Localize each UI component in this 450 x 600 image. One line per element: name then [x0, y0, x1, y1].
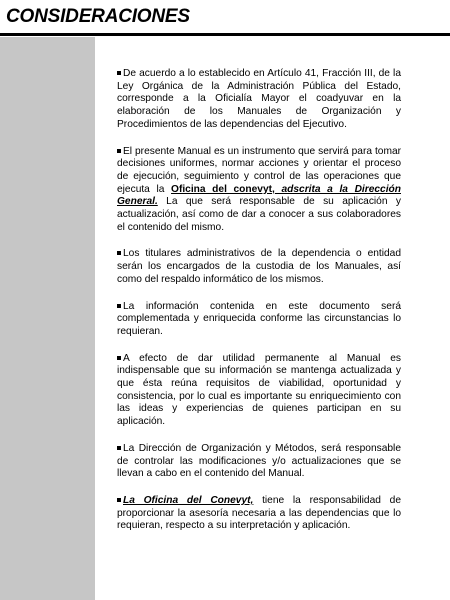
bullet-icon	[117, 251, 121, 255]
considerations-body	[117, 68, 401, 547]
conevyt-office-emphasis: La Oficina del Conevyt,	[123, 494, 254, 506]
paragraph-6	[117, 443, 401, 481]
assignment-emphasis: adscrita a la Dirección General.	[117, 183, 401, 208]
paragraph-5	[117, 353, 401, 429]
bullet-icon	[117, 304, 121, 308]
title-underline-rule	[0, 33, 450, 36]
left-gray-band	[0, 37, 95, 600]
paragraph-2-text-end: La que será responsable de su aplicación y actualización, así como de dar a conocer a sus colaboradores el contenido del mismo.	[117, 196, 401, 233]
bullet-icon	[117, 356, 121, 360]
paragraph-2-text-start: El presente Manual es un instrumento que servirá para tomar decisiones uniformes, normar acciones y orientar el proceso de ejecución, seguimiento y control de las operaciones que ejecuta la	[117, 145, 401, 195]
paragraph-4	[117, 301, 401, 339]
paragraph-4-text: La información contenida en este documento será complementada y enriquecida conforme las circunstancias lo requieran.	[117, 300, 401, 337]
paragraph-6-text: La Dirección de Organización y Métodos, será responsable de controlar las modificaciones y/o actualizaciones que se llevan a cabo en el contenido del Manual.	[117, 442, 401, 480]
paragraph-1	[117, 68, 401, 132]
paragraph-5-text: A efecto de dar utilidad permanente al Manual es indispensable que su información se mantenga actualizada y que ésta reúna requisitos de viabilidad, oportunidad y consistencia, por lo cual es importante su enriquecimiento con las ideas y experiencias de quienes participan en su aplicación.	[117, 352, 401, 428]
page-title: CONSIDERACIONES	[6, 6, 190, 27]
paragraph-1-text: De acuerdo a lo establecido en Artículo 41, Fracción III, de la Ley Orgánica de la Administración Pública del Estado, corresponde a la Oficialía Mayor el coadyuvar en la elaboración de los Manuales de Organización y Procedimientos de las dependencias del Ejecutivo.	[117, 68, 401, 130]
bullet-icon	[117, 71, 121, 75]
bullet-icon	[117, 498, 121, 502]
paragraph-7	[117, 495, 401, 533]
paragraph-3	[117, 248, 401, 286]
office-name-emphasis: Oficina del conevyt,	[171, 183, 275, 195]
paragraph-2	[117, 146, 401, 235]
paragraph-3-text: Los titulares administrativos de la dependencia o entidad serán los encargados de la custodia de los Manuales, así como del respaldo informático de los mismos.	[117, 248, 401, 285]
bullet-icon	[117, 446, 121, 450]
bullet-icon	[117, 149, 121, 153]
paragraph-7-text: tiene la responsabilidad de proporcionar la asesoría necesaria a las dependencias que lo requieran, respecto a su interpretación y aplicación.	[117, 494, 401, 532]
